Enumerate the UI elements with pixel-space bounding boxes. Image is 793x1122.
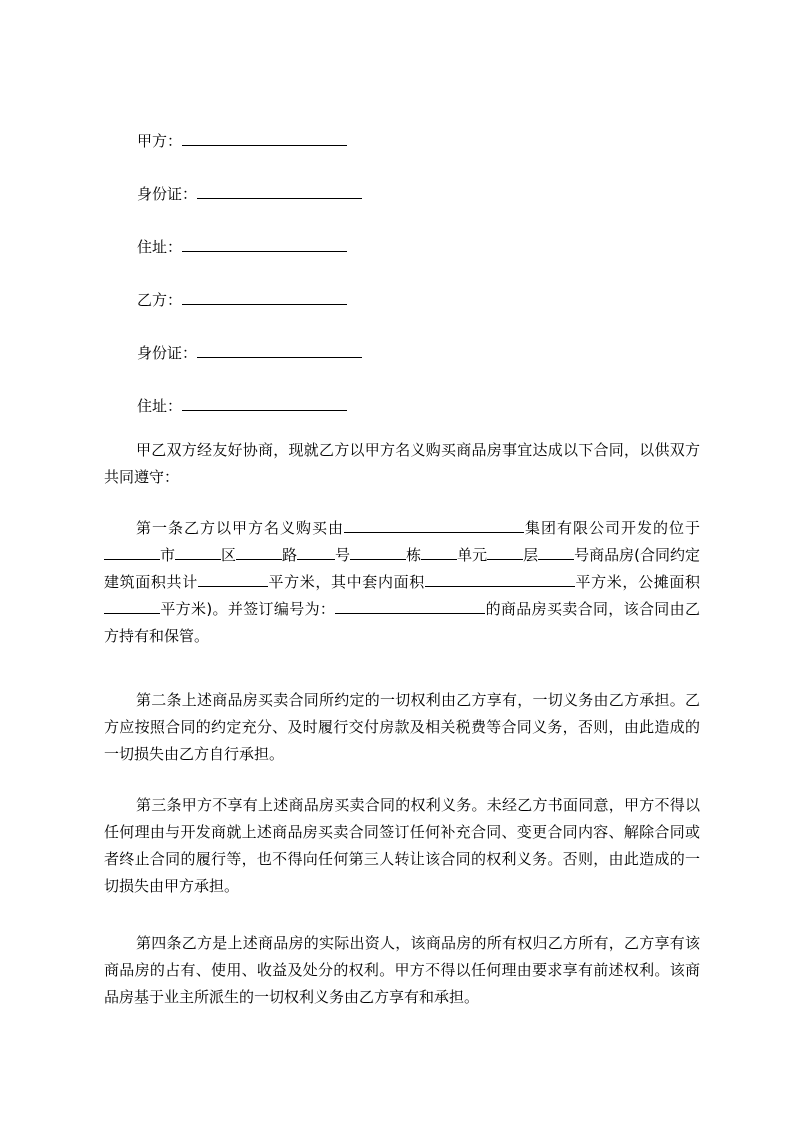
party-b-address-blank xyxy=(182,396,347,411)
article-1-text-2: 集团有限公司开发的位于 xyxy=(523,519,700,537)
district-blank xyxy=(175,545,221,560)
article-1-text-14: 的商品房买卖合同，该合同由乙方持有和保管。 xyxy=(104,600,700,645)
party-a-address-line xyxy=(137,237,347,257)
road-blank xyxy=(236,545,282,560)
party-b-address-line xyxy=(137,396,347,416)
number-blank xyxy=(297,545,335,560)
article-3-paragraph: 第三条甲方不享有上述商品房买卖合同的权利义务。未经乙方书面同意，甲方不得以任何理由与开发商就上述商品房买卖合同签订任何补充合同、变更合同内容、解除合同或者终止合同的履行等，也不得向任何第三人转让该合同的权利义务。否则，由此造成的一切损失由甲方承担。 xyxy=(104,796,700,895)
article-1-text-11: 平方米，其中套内面积 xyxy=(267,573,425,591)
party-a-label: 甲方： xyxy=(137,132,183,150)
article-1-text-12: 平方米，公摊面积 xyxy=(574,573,700,591)
party-a-blank xyxy=(182,131,347,146)
article-1-text-4: 区 xyxy=(221,546,237,564)
article-1-text-7: 栋 xyxy=(406,546,422,564)
article-1-text-13: 平方米)。并签订编号为： xyxy=(160,600,336,618)
party-a-id-blank xyxy=(197,184,362,199)
party-b-line xyxy=(137,290,347,310)
party-a-id-line xyxy=(137,184,362,204)
article-1-text-10: 号商品房(合同约定建筑面积共计 xyxy=(104,546,700,591)
room-blank xyxy=(538,545,574,560)
shared-area-blank xyxy=(104,599,160,614)
article-1-text-5: 路 xyxy=(282,546,298,564)
contract-number-blank xyxy=(335,599,485,614)
floor-blank xyxy=(487,545,523,560)
article-1-text-3: 市 xyxy=(160,546,176,564)
intro-paragraph: 甲乙双方经友好协商，现就乙方以甲方名义购买商品房事宜达成以下合同，以供双方共同遵守： xyxy=(104,441,700,486)
article-1-paragraph xyxy=(104,515,700,650)
building-blank xyxy=(350,545,406,560)
gross-area-blank xyxy=(198,572,268,587)
article-1-text-8: 单元 xyxy=(457,546,488,564)
party-b-blank xyxy=(182,290,347,305)
article-4-paragraph: 第四条乙方是上述商品房的实际出资人，该商品房的所有权归乙方所有，乙方享有该商品房的占有、使用、收益及处分的权利。甲方不得以任何理由要求享有前述权利。该商品房基于业主所派生的一切权利义务由乙方享有和承担。 xyxy=(104,934,700,1006)
developer-blank xyxy=(344,518,524,533)
party-b-id-line xyxy=(137,343,362,363)
article-1-text-6: 号 xyxy=(335,546,351,564)
article-1-text-9: 层 xyxy=(523,546,539,564)
party-a-address-label: 住址： xyxy=(137,238,183,256)
inner-area-blank xyxy=(425,572,575,587)
party-a-id-label: 身份证： xyxy=(137,185,198,203)
party-b-id-label: 身份证： xyxy=(137,344,198,362)
party-b-id-blank xyxy=(197,343,362,358)
article-1-text-1: 第一条乙方以甲方名义购买由 xyxy=(136,519,344,537)
party-a-line xyxy=(137,131,347,151)
unit-blank xyxy=(421,545,457,560)
party-a-address-blank xyxy=(182,237,347,252)
party-b-label: 乙方： xyxy=(137,291,183,309)
city-blank xyxy=(104,545,160,560)
party-b-address-label: 住址： xyxy=(137,397,183,415)
article-2-paragraph: 第二条上述商品房买卖合同所约定的一切权利由乙方享有，一切义务由乙方承担。乙方应按照合同的约定充分、及时履行交付房款及相关税费等合同义务，否则，由此造成的一切损失由乙方自行承担。 xyxy=(104,691,700,763)
